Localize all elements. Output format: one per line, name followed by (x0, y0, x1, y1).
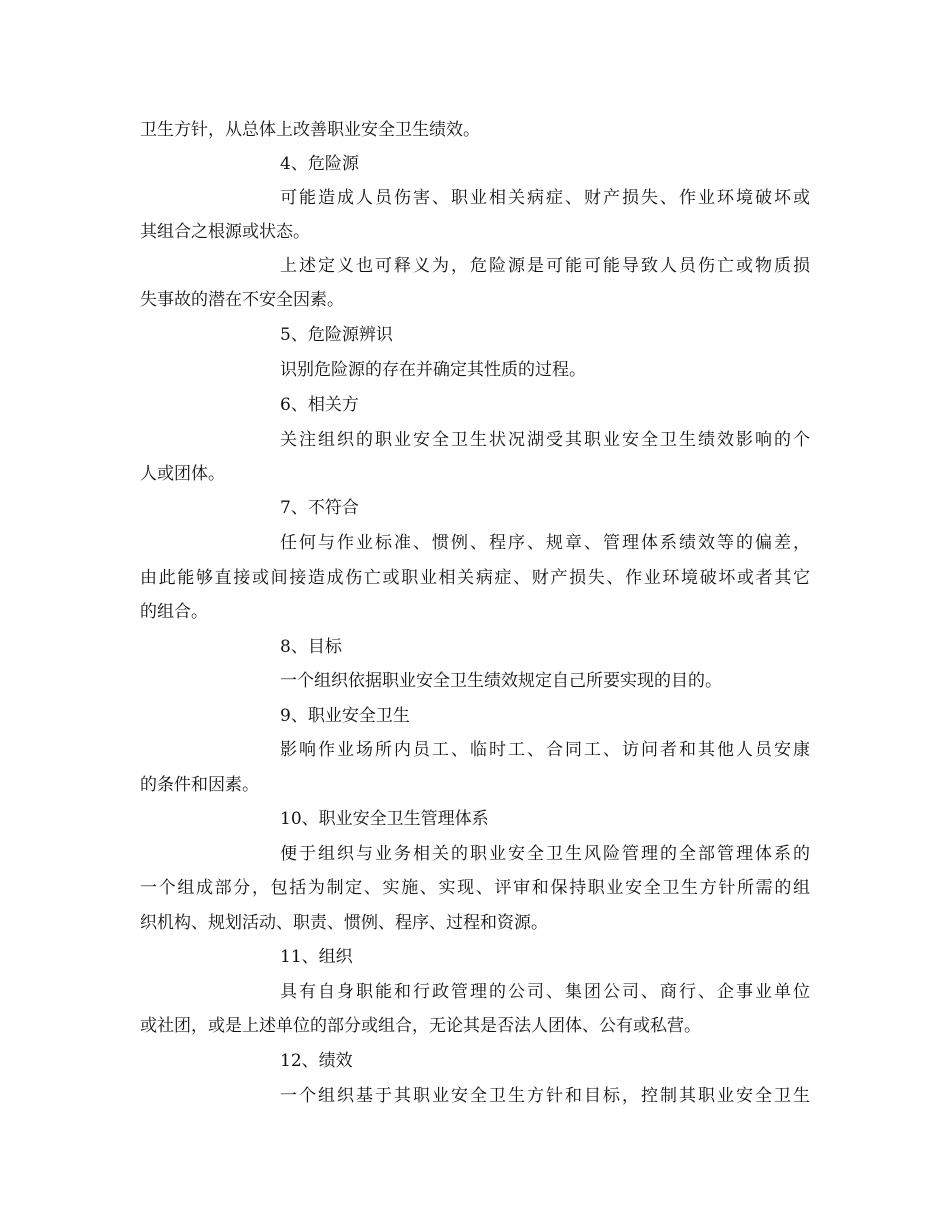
paragraph-line: 由此能够直接或间接造成伤亡或职业相关病症、财产损失、作业环境破坏或者其它 (140, 568, 810, 588)
paragraph-line: 或社团，或是上述单位的部分或组合，无论其是否法人团体、公有或私营。 (140, 1016, 701, 1036)
paragraph-line: 的组合。 (140, 602, 208, 622)
section-heading-6: 6、相关方 (280, 395, 359, 415)
paragraph-line: 卫生方针，从总体上改善职业安全卫生绩效。 (140, 120, 480, 140)
section-heading-8: 8、目标 (280, 637, 342, 657)
paragraph-line: 具有自身职能和行政管理的公司、集团公司、商行、企事业单位 (280, 982, 810, 1002)
paragraph-line: 任何与作业标准、惯例、程序、规章、管理体系绩效等的偏差， (280, 533, 810, 553)
paragraph-line: 织机构、规划活动、职责、惯例、程序、过程和资源。 (140, 913, 548, 933)
paragraph-line: 失事故的潜在不安全因素。 (140, 290, 344, 310)
paragraph-line: 其组合之根源或状态。 (140, 222, 310, 242)
paragraph-line: 关注组织的职业安全卫生状况湖受其职业安全卫生绩效影响的个 (280, 430, 810, 450)
paragraph-line: 一个组成部分，包括为制定、实施、实现、评审和保持职业安全卫生方针所需的组 (140, 878, 810, 898)
section-heading-10: 10、职业安全卫生管理体系 (280, 809, 489, 829)
section-heading-5: 5、危险源辨识 (280, 325, 393, 345)
paragraph-line: 可能造成人员伤害、职业相关病症、财产损失、作业环境破坏或 (280, 188, 810, 208)
paragraph-line: 便于组织与业务相关的职业安全卫生风险管理的全部管理体系的 (280, 844, 810, 864)
paragraph-line: 识别危险源的存在并确定其性质的过程。 (280, 360, 586, 380)
paragraph-line: 一个组织依据职业安全卫生绩效规定自己所要实现的目的。 (280, 671, 722, 691)
paragraph-line: 人或团体。 (140, 464, 225, 484)
section-heading-9: 9、职业安全卫生 (280, 706, 410, 726)
paragraph-line: 影响作业场所内员工、临时工、合同工、访问者和其他人员安康 (280, 740, 810, 760)
section-heading-11: 11、组织 (280, 947, 353, 967)
section-heading-12: 12、绩效 (280, 1051, 353, 1071)
paragraph-line: 的条件和因素。 (140, 775, 259, 795)
paragraph-line: 一个组织基于其职业安全卫生方针和目标，控制其职业安全卫生 (280, 1086, 810, 1106)
section-heading-4: 4、危险源 (280, 154, 359, 174)
paragraph-line: 上述定义也可释义为，危险源是可能可能导致人员伤亡或物质损 (280, 256, 810, 276)
section-heading-7: 7、不符合 (280, 498, 359, 518)
